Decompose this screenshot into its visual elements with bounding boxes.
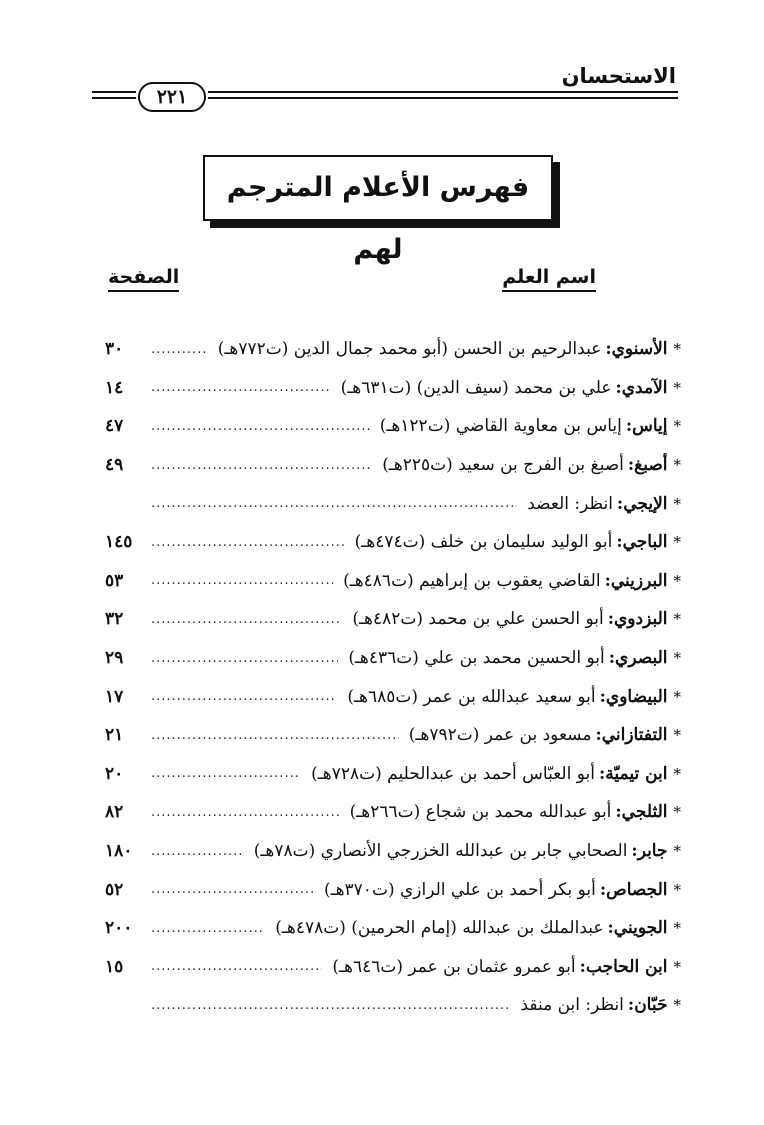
index-entry xyxy=(105,407,681,446)
entry-page: ٢٠ xyxy=(105,763,124,784)
entry-desc: عبدالملك بن عبدالله (إمام الحرمين) (ت٤٧٨هـ) xyxy=(275,918,604,939)
leader-dots xyxy=(151,805,340,820)
entry-name: الجويني: xyxy=(607,918,668,939)
bullet-star: * xyxy=(673,687,681,706)
bullet-star: * xyxy=(673,610,681,629)
bullet-star: * xyxy=(673,842,681,861)
entry-page: ٥٢ xyxy=(105,879,124,900)
entry-page: ٤٧ xyxy=(105,416,124,437)
entry-desc: الصحابي جابر بن عبدالله الخزرجي الأنصاري (ت٧٨هـ) xyxy=(253,841,628,862)
index-title-box: فهرس الأعلام المترجم لهم xyxy=(203,155,553,221)
leader-dots xyxy=(151,419,370,434)
entry-desc: أصبغ بن الفرج بن سعيد (ت٢٢٥هـ) xyxy=(382,455,624,476)
index-entry xyxy=(105,330,681,369)
index-entry xyxy=(105,716,681,755)
header-rule-right-bottom xyxy=(208,97,678,99)
entry-page: ٢٠٠ xyxy=(105,918,133,939)
entry-name: الإيجي: xyxy=(616,493,668,514)
leader-dots xyxy=(151,728,399,743)
entry-desc: أبو الحسين محمد بن علي (ت٤٣٦هـ) xyxy=(348,648,605,669)
bullet-star: * xyxy=(673,649,681,668)
column-header-name: اسم العلم xyxy=(502,266,596,292)
entry-name: أصبغ: xyxy=(627,455,668,476)
leader-dots xyxy=(151,458,372,473)
bullet-star: * xyxy=(673,880,681,899)
entry-desc: أبو سعيد عبدالله بن عمر (ت٦٨٥هـ) xyxy=(347,686,596,707)
entry-name: الباجي: xyxy=(616,532,668,553)
bullet-star: * xyxy=(673,340,681,359)
entry-name: الآمدي: xyxy=(615,377,668,398)
leader-dots xyxy=(151,342,208,357)
leader-dots xyxy=(151,766,301,781)
entry-name: البصري: xyxy=(608,648,668,669)
header-rule-left-top xyxy=(92,91,136,93)
entry-desc: أبو عبدالله محمد بن شجاع (ت٢٦٦هـ) xyxy=(349,802,612,823)
index-entry xyxy=(105,484,681,523)
entry-page: ٢٩ xyxy=(105,648,124,669)
entry-page: ١٤٥ xyxy=(105,532,133,553)
index-entry xyxy=(105,832,681,871)
entry-name: ابن الحاجب: xyxy=(579,956,668,977)
index-entry xyxy=(105,909,681,948)
bullet-star: * xyxy=(673,996,681,1015)
entry-page: ٢١ xyxy=(105,725,124,746)
entry-page: ١٤ xyxy=(105,377,124,398)
index-entry xyxy=(105,793,681,832)
leader-dots xyxy=(151,573,333,588)
entry-name: ابن تيميّة: xyxy=(598,763,668,784)
entry-desc: أبو عمرو عثمان بن عمر (ت٦٤٦هـ) xyxy=(332,956,576,977)
leader-dots xyxy=(151,380,331,395)
entry-name: جابر: xyxy=(631,841,668,862)
header-rule-right-top xyxy=(208,91,678,93)
entry-name: الأسنوي: xyxy=(605,339,668,360)
index-entry xyxy=(105,870,681,909)
bullet-star: * xyxy=(673,764,681,783)
index-entry xyxy=(105,986,681,1025)
entry-desc: عبدالرحيم بن الحسن (أبو محمد جمال الدين (ت٧٧٢هـ) xyxy=(217,339,602,360)
entry-name: الجصاص: xyxy=(599,879,668,900)
bullet-star: * xyxy=(673,726,681,745)
entry-desc: أبو الحسن علي بن محمد (ت٤٨٢هـ) xyxy=(352,609,604,630)
entry-name: إياس: xyxy=(625,416,668,437)
index-entry xyxy=(105,639,681,678)
running-header-title: الاستحسان xyxy=(561,64,676,88)
header-rule-left-bottom xyxy=(92,97,136,99)
page-number: ٢٢١ xyxy=(138,82,206,112)
index-entry xyxy=(105,369,681,408)
leader-dots xyxy=(151,535,345,550)
bullet-star: * xyxy=(673,571,681,590)
index-entry xyxy=(105,755,681,794)
column-header-page: الصفحة xyxy=(108,266,179,292)
entry-desc: أبو الوليد سليمان بن خلف (ت٤٧٤هـ) xyxy=(354,532,613,553)
entry-page: ٣٠ xyxy=(105,339,124,360)
entry-page: ٣٢ xyxy=(105,609,124,630)
entry-name: البزدوي: xyxy=(607,609,668,630)
bullet-star: * xyxy=(673,533,681,552)
entry-page: ١٧ xyxy=(105,686,124,707)
entry-name: البيضاوي: xyxy=(599,686,668,707)
entry-desc: القاضي يعقوب بن إبراهيم (ت٤٨٦هـ) xyxy=(343,570,601,591)
entry-desc: أبو بكر أحمد بن علي الرازي (ت٣٧٠هـ) xyxy=(323,879,596,900)
index-entry xyxy=(105,948,681,987)
index-entry xyxy=(105,446,681,485)
bullet-star: * xyxy=(673,417,681,436)
leader-dots xyxy=(151,612,342,627)
leader-dots xyxy=(151,882,314,897)
leader-dots xyxy=(151,651,338,666)
leader-dots xyxy=(151,496,517,511)
entry-page: ٨٢ xyxy=(105,802,124,823)
entry-name: الثلجي: xyxy=(615,802,668,823)
entry-desc: مسعود بن عمر (ت٧٩٢هـ) xyxy=(408,725,592,746)
entry-page: ٤٩ xyxy=(105,455,124,476)
entry-desc: إياس بن معاوية القاضي (ت١٢٢هـ) xyxy=(379,416,622,437)
entry-page: ١٨٠ xyxy=(105,841,133,862)
entry-desc: علي بن محمد (سيف الدين) (ت٦٣١هـ) xyxy=(340,377,612,398)
index-entry xyxy=(105,600,681,639)
entry-name: حَبّان: xyxy=(627,995,668,1016)
entry-page: ٥٣ xyxy=(105,570,124,591)
entry-name: البرزيني: xyxy=(604,570,668,591)
leader-dots xyxy=(151,844,244,859)
bullet-star: * xyxy=(673,456,681,475)
bullet-star: * xyxy=(673,957,681,976)
entry-page: ١٥ xyxy=(105,956,124,977)
index-entry-list xyxy=(105,330,681,1025)
entry-desc: انظر: العضد xyxy=(527,493,613,514)
entry-desc: انظر: ابن منقذ xyxy=(520,995,624,1016)
bullet-star: * xyxy=(673,378,681,397)
leader-dots xyxy=(151,998,510,1013)
leader-dots xyxy=(151,921,265,936)
bullet-star: * xyxy=(673,803,681,822)
leader-dots xyxy=(151,689,337,704)
index-entry xyxy=(105,677,681,716)
entry-desc: أبو العبّاس أحمد بن عبدالحليم (ت٧٢٨هـ) xyxy=(311,763,595,784)
index-entry xyxy=(105,562,681,601)
bullet-star: * xyxy=(673,919,681,938)
leader-dots xyxy=(151,959,322,974)
entry-name: التفتازاني: xyxy=(595,725,668,746)
bullet-star: * xyxy=(673,494,681,513)
index-entry xyxy=(105,523,681,562)
